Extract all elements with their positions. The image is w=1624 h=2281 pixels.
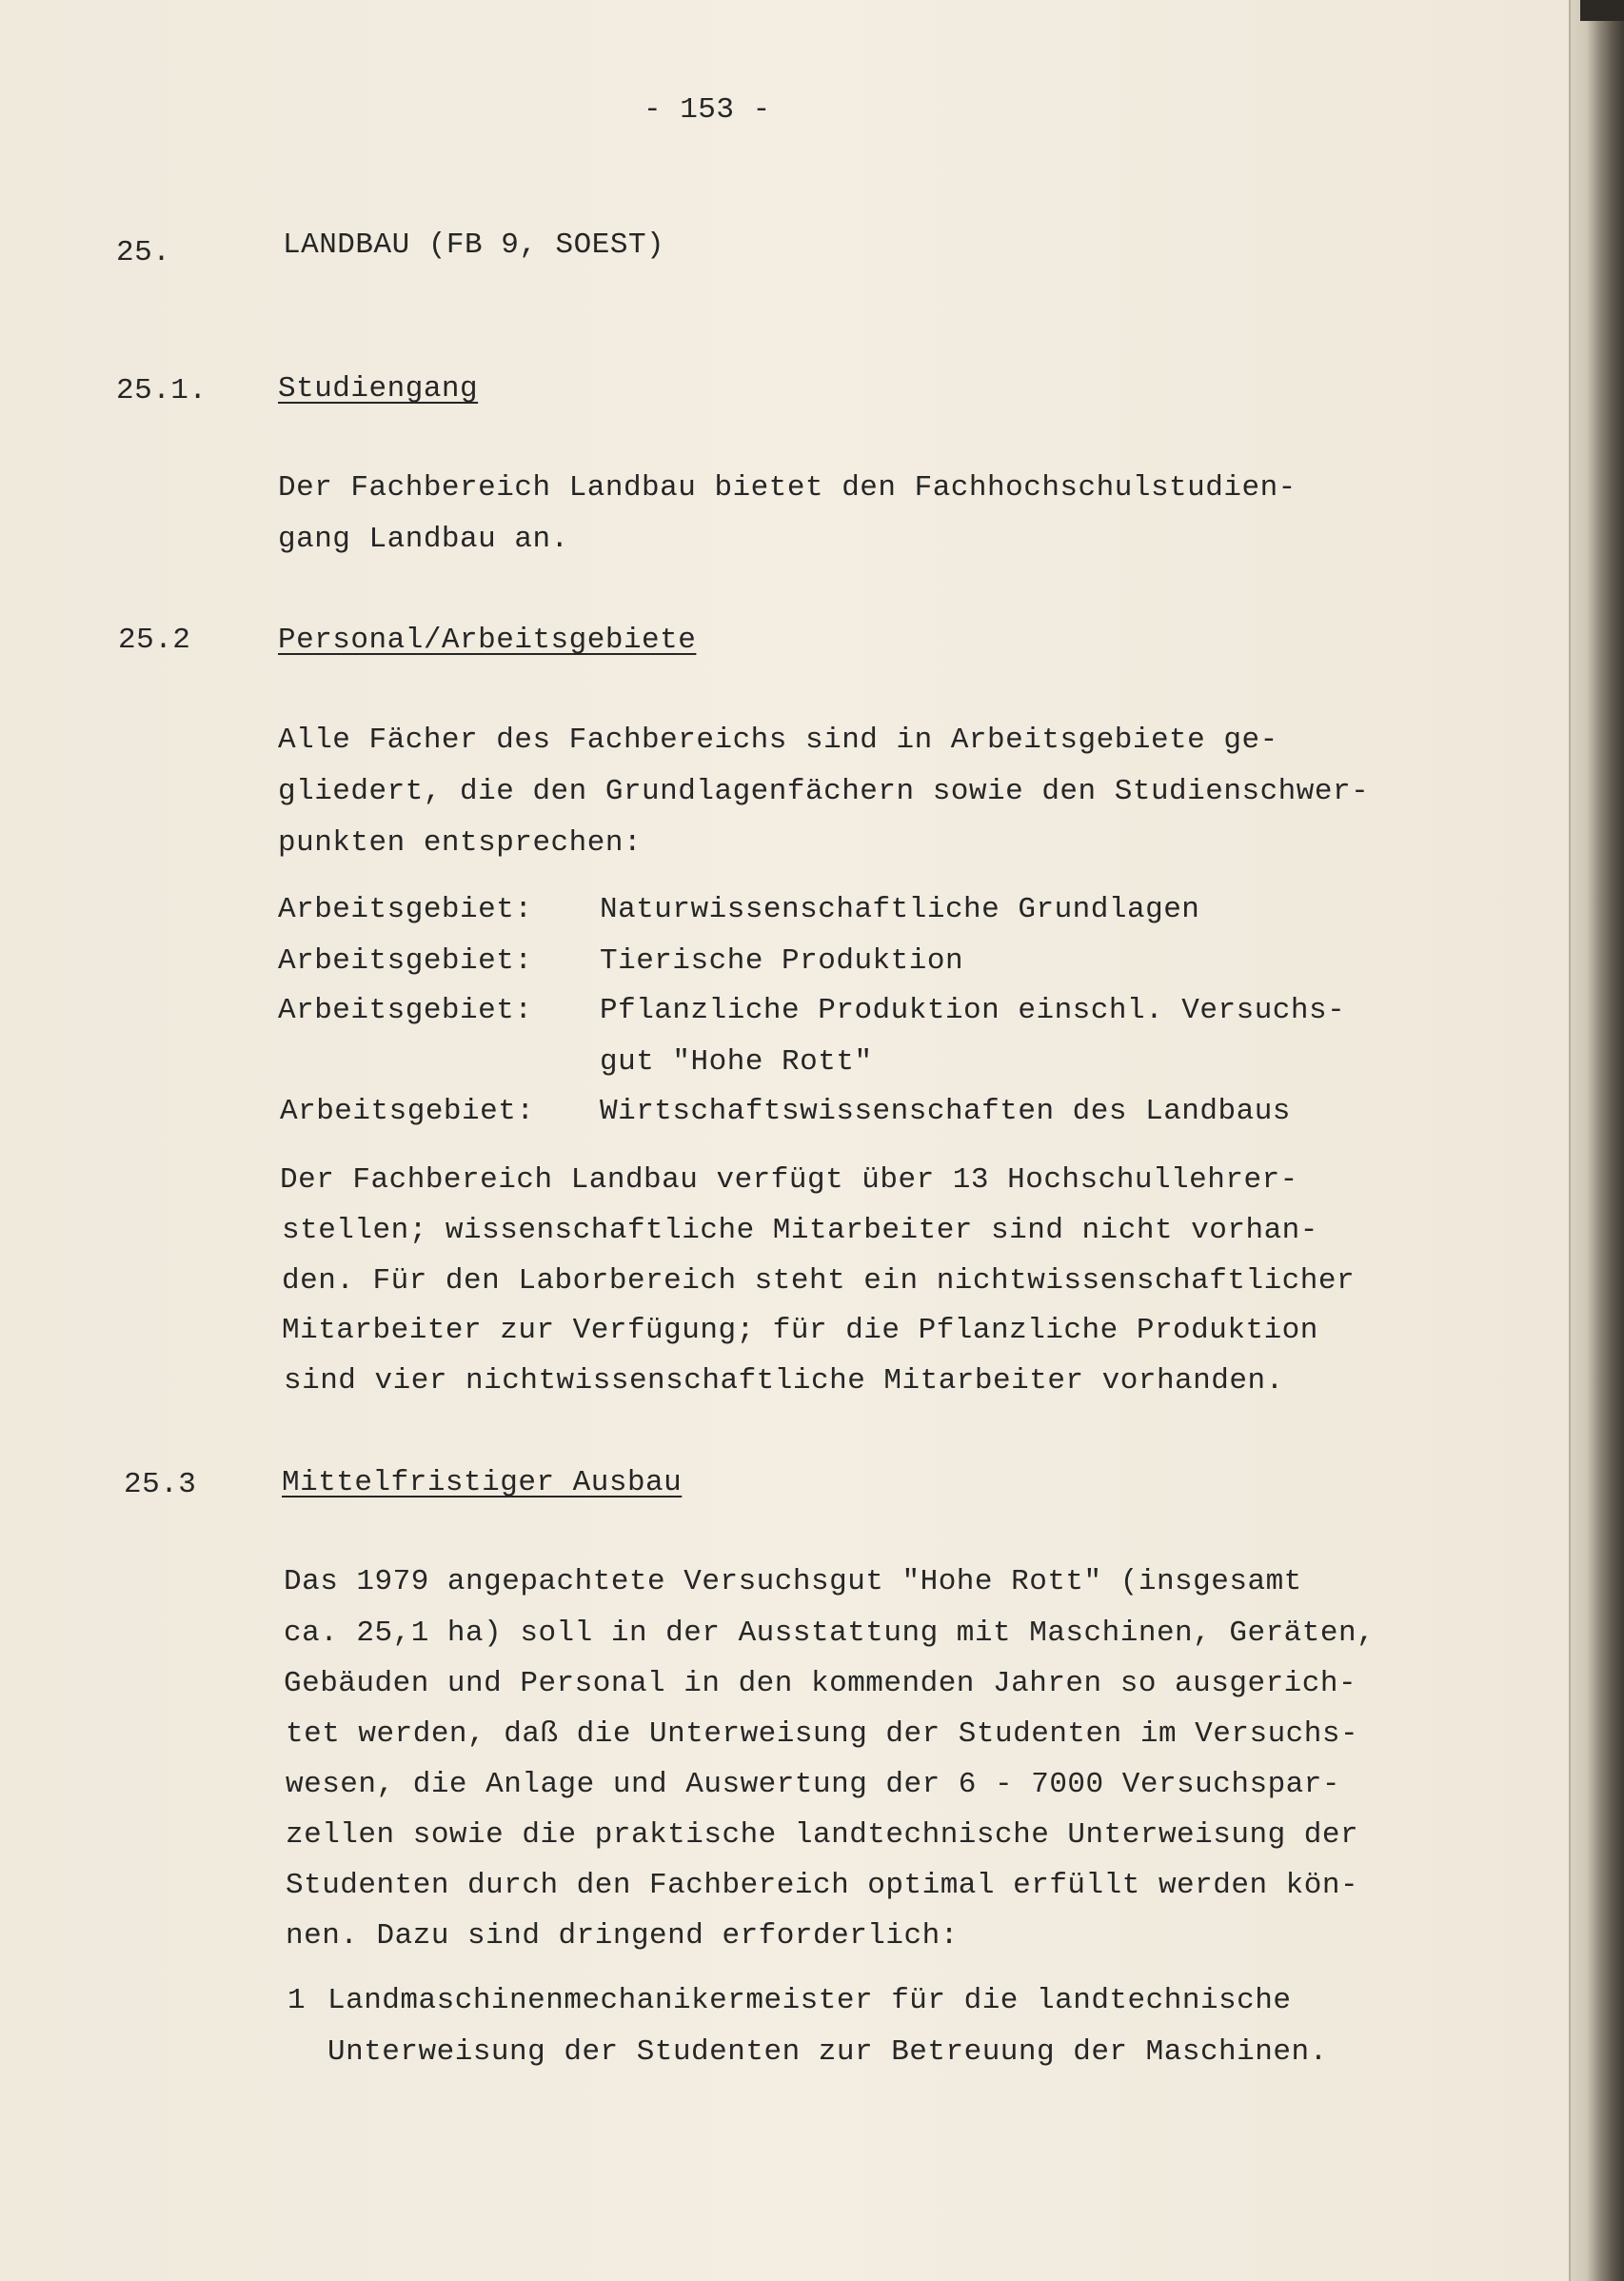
paragraph-line: gang Landbau an. — [278, 523, 569, 556]
work-area-label: Arbeitsgebiet: — [278, 893, 533, 926]
paragraph-line: Der Fachbereich Landbau bietet den Fachhochschulstudien- — [278, 471, 1297, 505]
paragraph-line: den. Für den Laborbereich steht ein nichtwissenschaftlicher — [282, 1264, 1356, 1298]
paragraph-line: sind vier nichtwissenschaftliche Mitarbeiter vorhanden. — [284, 1364, 1284, 1398]
paragraph-line: nen. Dazu sind dringend erforderlich: — [286, 1919, 959, 1953]
section-heading: Mittelfristiger Ausbau — [282, 1466, 683, 1499]
paragraph-line: ca. 25,1 ha) soll in der Ausstattung mit Maschinen, Geräten, — [284, 1617, 1376, 1650]
book-spine-shadow — [1571, 0, 1624, 2281]
paragraph-line: Gebäuden und Personal in den kommenden Jahren so ausgerich- — [284, 1667, 1357, 1700]
section-heading: Personal/Arbeitsgebiete — [278, 624, 697, 657]
paragraph-line: zellen sowie die praktische landtechnische Unterweisung der — [286, 1818, 1359, 1852]
paragraph-line: stellen; wissenschaftliche Mitarbeiter sind nicht vorhan- — [282, 1214, 1318, 1247]
section-number: 25.2 — [118, 624, 191, 657]
work-area-value: Tierische Produktion — [600, 944, 964, 978]
list-item-line: Unterweisung der Studenten zur Betreuung der Maschinen. — [327, 2035, 1328, 2069]
work-area-label: Arbeitsgebiet: — [278, 994, 533, 1027]
section-number: 25.3 — [124, 1468, 197, 1501]
work-area-label: Arbeitsgebiet: — [280, 1095, 535, 1128]
paragraph-line: Das 1979 angepachtete Versuchsgut "Hohe Rott" (insgesamt — [284, 1565, 1302, 1598]
chapter-number: 25. — [116, 236, 171, 269]
paragraph-line: tet werden, daß die Unterweisung der Studenten im Versuchs- — [286, 1717, 1359, 1751]
paragraph-line: punkten entsprechen: — [278, 826, 643, 860]
paragraph-line: Mitarbeiter zur Verfügung; für die Pflanzliche Produktion — [282, 1314, 1318, 1347]
work-area-value-continued: gut "Hohe Rott" — [600, 1045, 873, 1079]
paragraph-line: gliedert, die den Grundlagenfächern sowie den Studienschwer- — [278, 775, 1370, 808]
paragraph-line: wesen, die Anlage und Auswertung der 6 - 7000 Versuchspar- — [286, 1768, 1340, 1801]
work-area-value: Pflanzliche Produktion einschl. Versuchs- — [600, 994, 1346, 1027]
list-item-number: 1 — [287, 1984, 307, 2017]
section-heading: Studiengang — [278, 372, 479, 406]
chapter-title: LANDBAU (FB 9, SOEST) — [283, 228, 665, 262]
paragraph-line: Alle Fächer des Fachbereichs sind in Arbeitsgebiete ge- — [278, 724, 1278, 757]
page-number: - 153 - — [644, 93, 771, 127]
work-area-value: Naturwissenschaftliche Grundlagen — [600, 893, 1200, 926]
scan-edge-mark — [1580, 0, 1624, 21]
paragraph-line: Studenten durch den Fachbereich optimal erfüllt werden kön- — [286, 1869, 1359, 1902]
work-area-label: Arbeitsgebiet: — [278, 944, 533, 978]
paragraph-line: Der Fachbereich Landbau verfügt über 13 Hochschullehrer- — [280, 1163, 1298, 1197]
section-number: 25.1. — [116, 374, 208, 407]
work-area-value: Wirtschaftswissenschaften des Landbaus — [600, 1095, 1291, 1128]
list-item-line: Landmaschinenmechanikermeister für die landtechnische — [327, 1984, 1292, 2017]
